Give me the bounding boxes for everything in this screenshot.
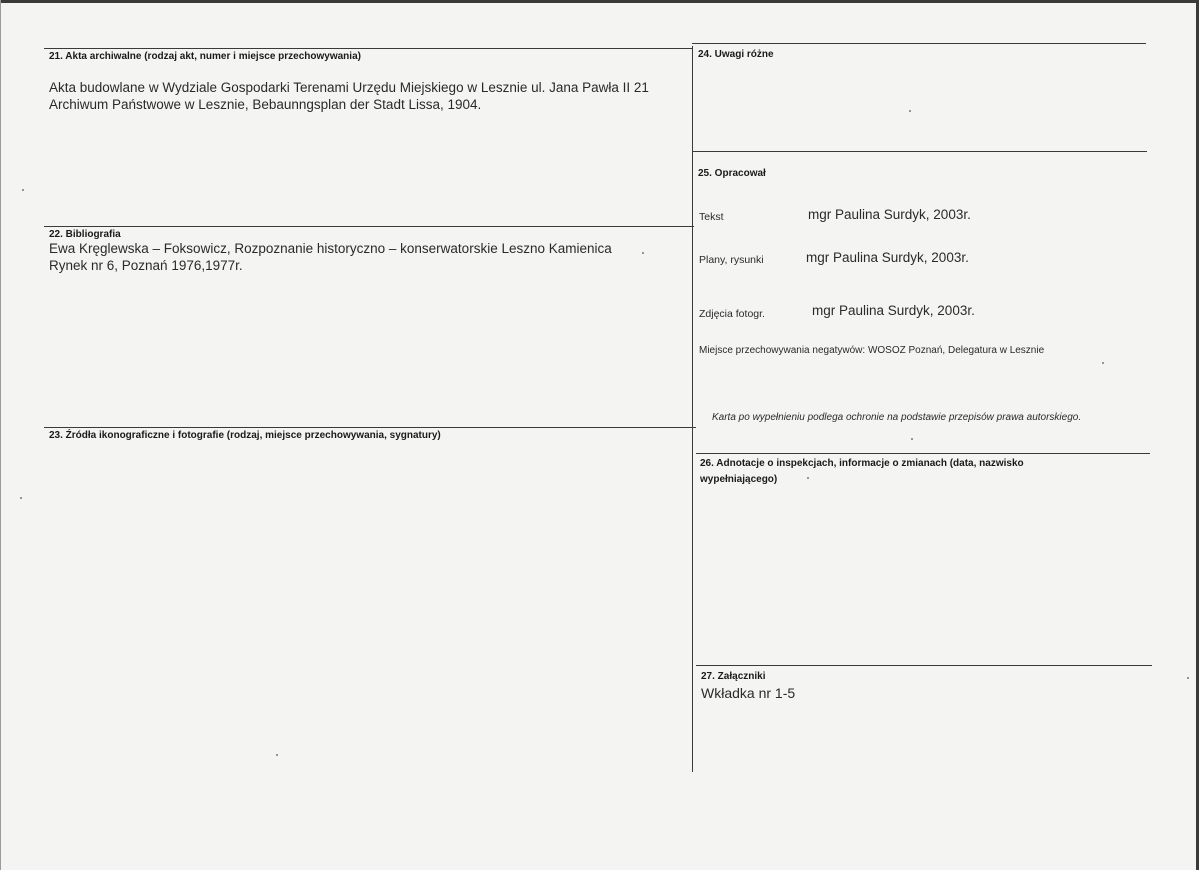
scan-speck bbox=[909, 110, 911, 112]
author-row-value: mgr Paulina Surdyk, 2003r. bbox=[812, 303, 975, 318]
section-23-label: 23. Źródła ikonograficzne i fotografie (rodzaj, miejsce przechowywania, sygnatury) bbox=[49, 430, 441, 441]
section-22-line-2: Rynek nr 6, Poznań 1976,1977r. bbox=[49, 258, 243, 273]
section-21-top-rule bbox=[44, 48, 692, 49]
section-22-top-rule bbox=[44, 226, 694, 227]
column-divider bbox=[692, 46, 693, 772]
author-row-key: Plany, rysunki bbox=[699, 254, 764, 266]
section-21-line-1: Akta budowlane w Wydziale Gospodarki Terenami Urzędu Miejskiego w Lesznie ul. Jana Pawła II 21 bbox=[49, 80, 649, 95]
section-21-label: 21. Akta archiwalne (rodzaj akt, numer i miejsce przechowywania) bbox=[49, 51, 361, 62]
section-24-top-rule bbox=[692, 43, 1146, 44]
author-row-key: Tekst bbox=[699, 211, 724, 223]
section-22-line-1: Ewa Kręglewska – Foksowicz, Rozpoznanie historyczno – konserwatorskie Leszno Kamienica bbox=[49, 241, 612, 256]
section-21-line-2: Archiwum Państwowe w Lesznie, Bebaunngsplan der Stadt Lissa, 1904. bbox=[49, 97, 482, 112]
card-left-edge bbox=[0, 0, 1, 870]
card-top-border bbox=[0, 0, 1199, 3]
scan-speck bbox=[20, 497, 22, 499]
section-24-label: 24. Uwagi różne bbox=[698, 49, 774, 60]
section-23-top-rule bbox=[44, 427, 696, 428]
section-26-label-line-1: 26. Adnotacje o inspekcjach, informacje o zmianach (data, nazwisko bbox=[700, 458, 1024, 469]
section-27-top-rule bbox=[696, 665, 1152, 666]
section-25-top-rule bbox=[692, 151, 1147, 152]
scan-speck bbox=[911, 438, 913, 440]
section-26-top-rule bbox=[696, 453, 1150, 454]
scan-speck bbox=[22, 189, 24, 191]
section-22-label: 22. Bibliografia bbox=[49, 229, 121, 240]
scan-speck bbox=[1102, 362, 1104, 364]
section-27-value: Wkładka nr 1-5 bbox=[701, 685, 796, 701]
negatives-location: Miejsce przechowywania negatywów: WOSOZ Poznań, Delegatura w Lesznie bbox=[699, 345, 1045, 356]
scan-speck bbox=[276, 754, 278, 756]
author-row-value: mgr Paulina Surdyk, 2003r. bbox=[806, 250, 969, 265]
author-row-key: Zdjęcia fotogr. bbox=[699, 308, 765, 320]
copyright-note: Karta po wypełnieniu podlega ochronie na podstawie przepisów prawa autorskiego. bbox=[712, 412, 1082, 423]
author-row-value: mgr Paulina Surdyk, 2003r. bbox=[808, 207, 971, 222]
scan-speck bbox=[642, 252, 644, 254]
scan-speck bbox=[807, 477, 809, 479]
section-26-label-line-2: wypełniającego) bbox=[700, 474, 778, 485]
section-27-label: 27. Załączniki bbox=[701, 671, 766, 682]
section-25-label: 25. Opracował bbox=[698, 168, 766, 179]
scan-speck bbox=[1187, 677, 1189, 679]
